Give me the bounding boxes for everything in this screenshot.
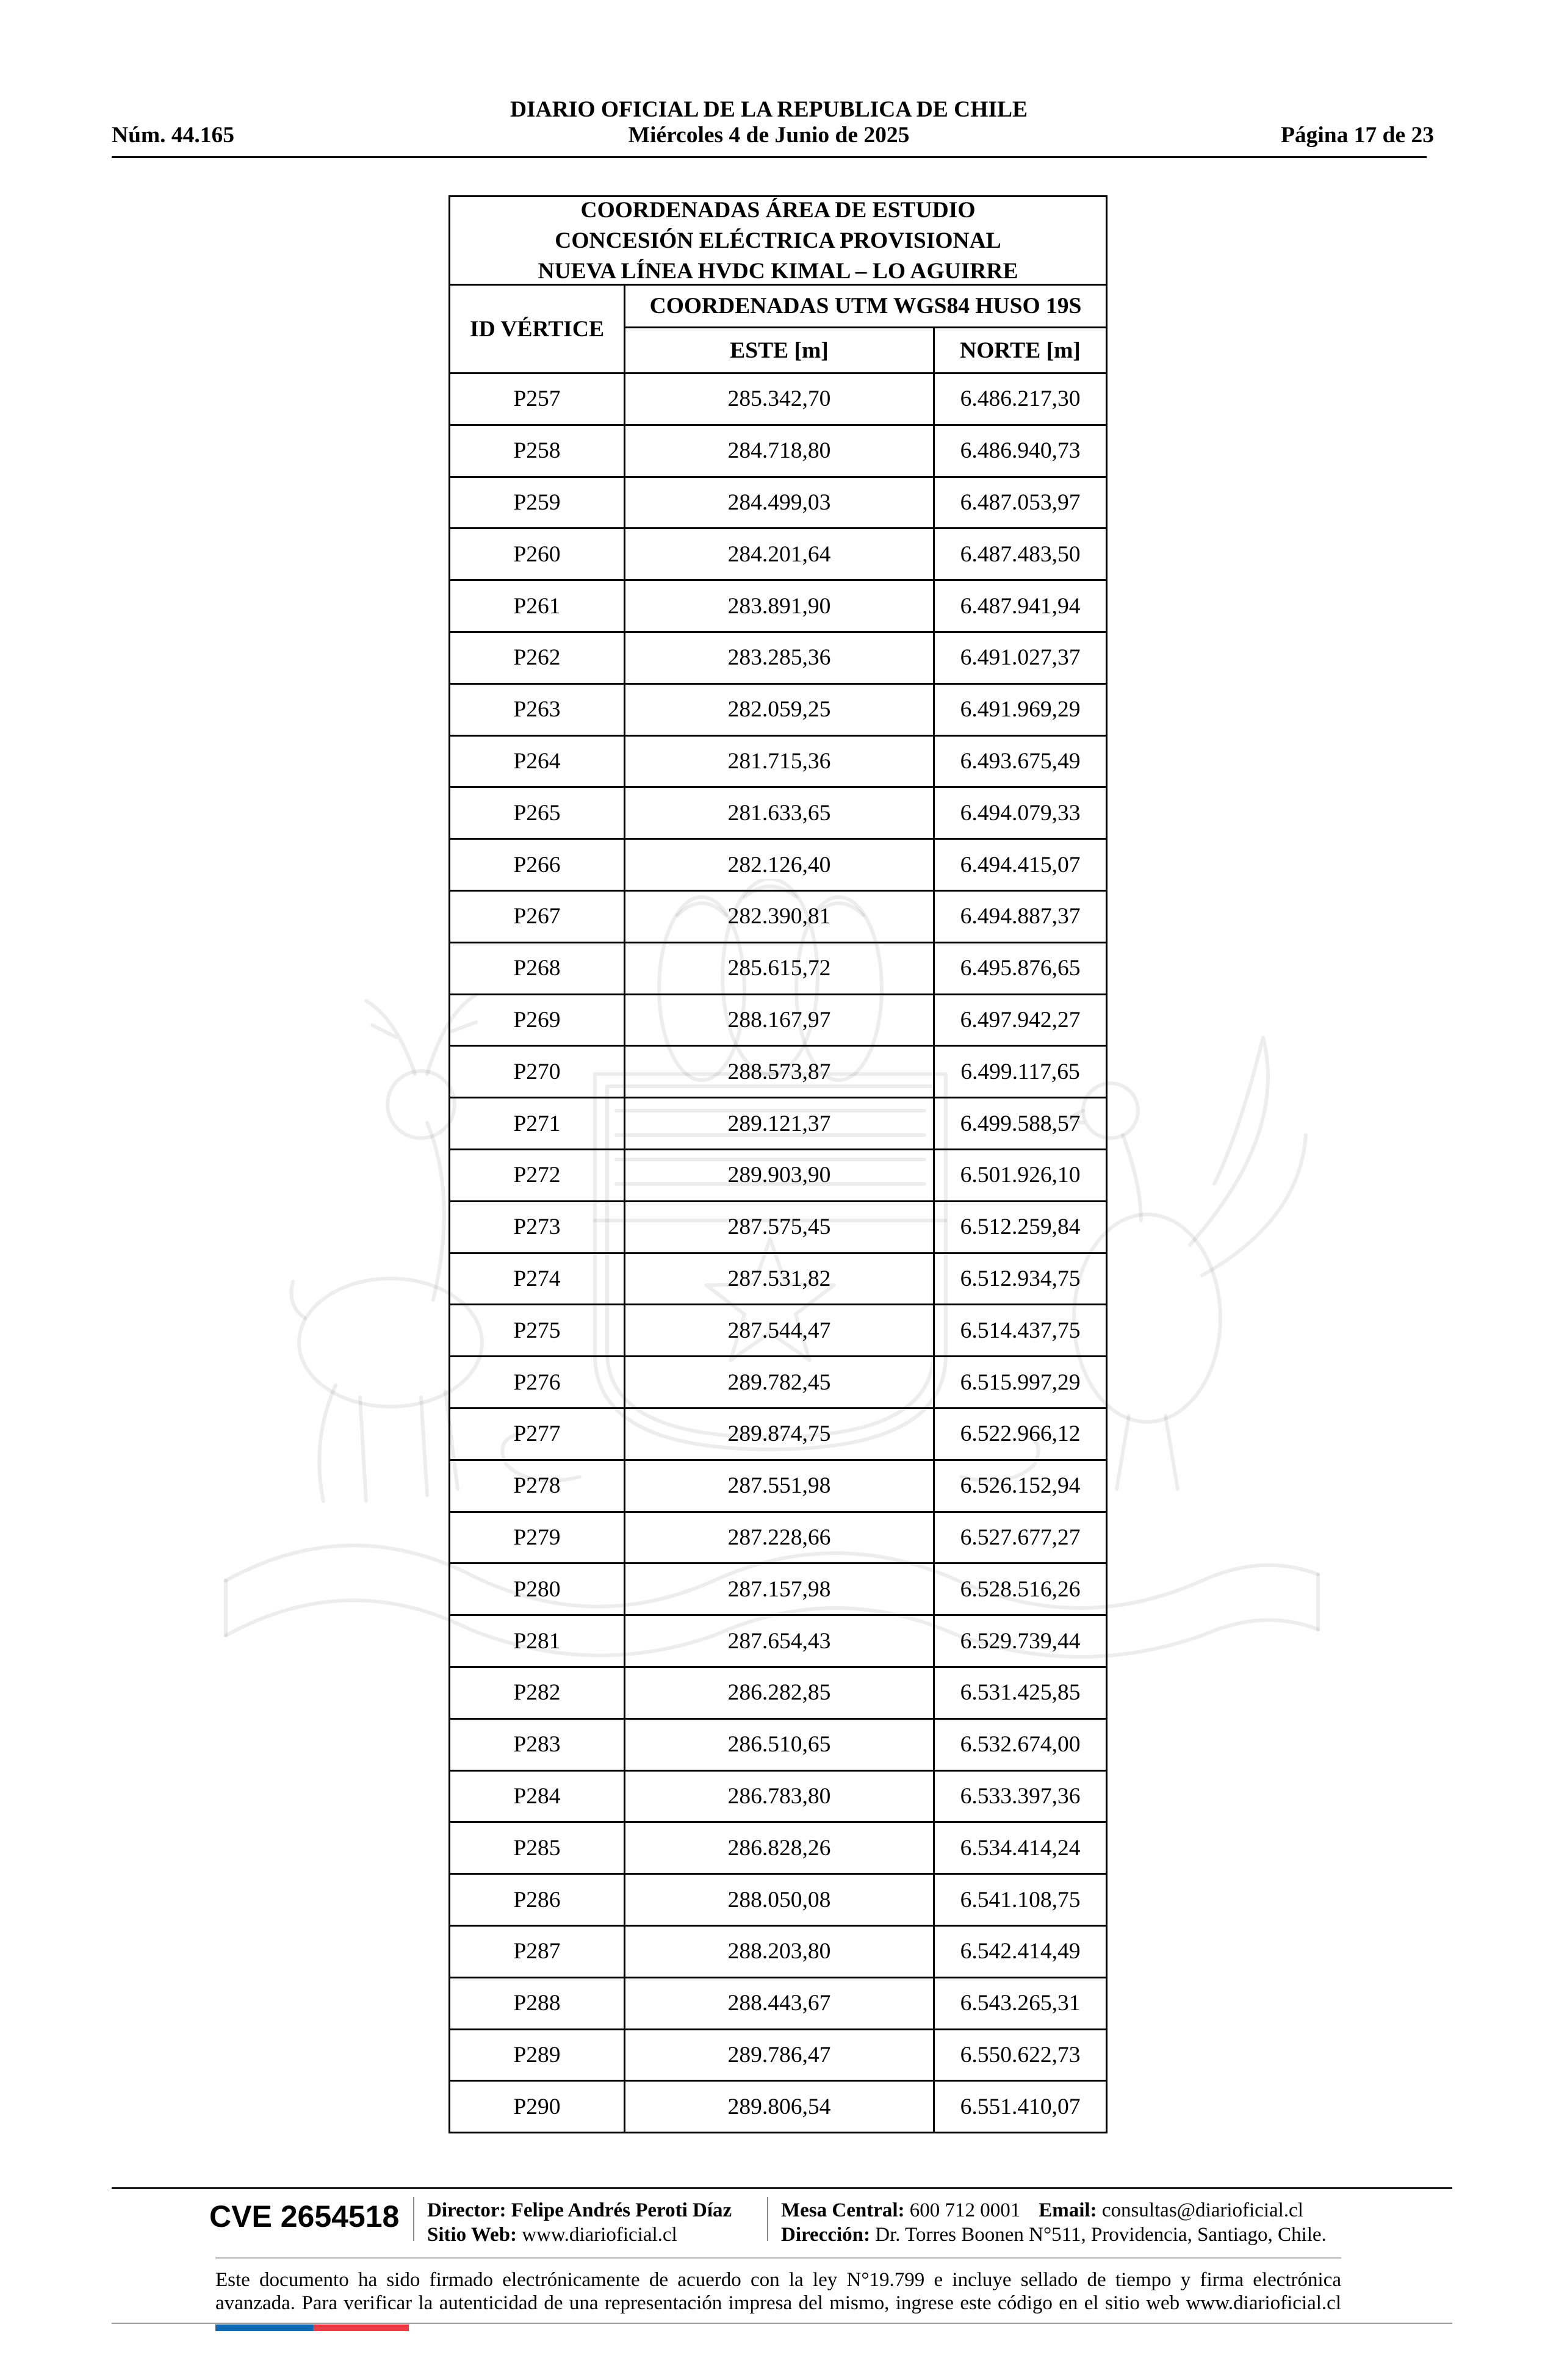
- norte-value-cell: 6.522.966,12: [935, 1409, 1108, 1461]
- website-link[interactable]: www.diarioficial.cl: [522, 2224, 677, 2246]
- norte-value-cell: 6.527.677,27: [935, 1513, 1108, 1565]
- este-value-cell: 285.615,72: [625, 943, 935, 995]
- norte-value-cell: 6.512.259,84: [935, 1202, 1108, 1254]
- norte-value-cell: 6.487.941,94: [935, 581, 1108, 633]
- vertex-id-cell: P268: [450, 943, 625, 995]
- este-value-cell: 287.531,82: [625, 1254, 935, 1306]
- vertex-id-cell: P287: [450, 1927, 625, 1978]
- email-link[interactable]: consultas@diarioficial.cl: [1101, 2199, 1303, 2221]
- norte-value-cell: 6.491.027,37: [935, 633, 1108, 685]
- vertex-id-cell: P258: [450, 426, 625, 478]
- table-title-line: CONCESIÓN ELÉCTRICA PROVISIONAL: [555, 228, 1001, 253]
- website-label: Sitio Web:: [427, 2224, 517, 2246]
- issue-date: Miércoles 4 de Junio de 2025: [628, 123, 910, 148]
- este-value-cell: 287.157,98: [625, 1564, 935, 1616]
- norte-value-cell: 6.486.940,73: [935, 426, 1108, 478]
- phone-label: Mesa Central:: [781, 2199, 905, 2221]
- vertex-id-cell: P283: [450, 1720, 625, 1772]
- norte-value-cell: 6.541.108,75: [935, 1875, 1108, 1927]
- table-title-line: NUEVA LÍNEA HVDC KIMAL – LO AGUIRRE: [538, 259, 1018, 284]
- footer-bottom-rule: [112, 2323, 1452, 2324]
- norte-value-cell: 6.499.588,57: [935, 1098, 1108, 1150]
- legal-notice-line: avanzada. Para verificar la autenticidad de una representación impresa del mismo, ingrese este código en el sitio web www.diarioficial.cl: [215, 2292, 1341, 2314]
- footer-top-rule: [112, 2187, 1452, 2189]
- vertex-id-cell: P290: [450, 2082, 625, 2133]
- norte-value-cell: 6.494.887,37: [935, 892, 1108, 943]
- norte-value-cell: 6.501.926,10: [935, 1150, 1108, 1202]
- este-value-cell: 289.786,47: [625, 2030, 935, 2082]
- norte-value-cell: 6.515.997,29: [935, 1357, 1108, 1409]
- este-value-cell: 287.544,47: [625, 1305, 935, 1357]
- este-value-cell: 286.783,80: [625, 1772, 935, 1823]
- vertex-id-cell: P274: [450, 1254, 625, 1306]
- vertex-id-cell: P276: [450, 1357, 625, 1409]
- column-header-norte: NORTE [m]: [935, 328, 1108, 374]
- este-value-cell: 287.575,45: [625, 1202, 935, 1254]
- footer-separator: [215, 2257, 1341, 2259]
- norte-value-cell: 6.497.942,27: [935, 995, 1108, 1047]
- director-line: [427, 2198, 732, 2223]
- vertex-id-cell: P280: [450, 1564, 625, 1616]
- phone-value: 600 712 0001: [909, 2199, 1021, 2221]
- norte-value-cell: 6.543.265,31: [935, 1978, 1108, 2030]
- este-value-cell: 281.633,65: [625, 788, 935, 840]
- vertex-id-cell: P259: [450, 478, 625, 530]
- table-title: [450, 197, 1108, 286]
- vertex-id-cell: P285: [450, 1823, 625, 1875]
- norte-value-cell: 6.542.414,49: [935, 1927, 1108, 1978]
- issue-number: Núm. 44.165: [112, 123, 235, 148]
- este-value-cell: 288.167,97: [625, 995, 935, 1047]
- este-value-cell: 289.874,75: [625, 1409, 935, 1461]
- este-value-cell: 285.342,70: [625, 374, 935, 426]
- vertex-id-cell: P273: [450, 1202, 625, 1254]
- flag-bar-blue: [215, 2324, 313, 2331]
- vertex-id-cell: P272: [450, 1150, 625, 1202]
- norte-value-cell: 6.528.516,26: [935, 1564, 1108, 1616]
- este-value-cell: 282.126,40: [625, 840, 935, 892]
- este-value-cell: 282.390,81: [625, 892, 935, 943]
- norte-value-cell: 6.534.414,24: [935, 1823, 1108, 1875]
- norte-value-cell: 6.532.674,00: [935, 1720, 1108, 1772]
- este-value-cell: 289.806,54: [625, 2082, 935, 2133]
- este-value-cell: 287.228,66: [625, 1513, 935, 1565]
- vertex-id-cell: P269: [450, 995, 625, 1047]
- vertex-id-cell: P281: [450, 1616, 625, 1668]
- norte-value-cell: 6.533.397,36: [935, 1772, 1108, 1823]
- este-value-cell: 281.715,36: [625, 737, 935, 788]
- address-label: Dirección:: [781, 2224, 871, 2246]
- vertex-id-cell: P270: [450, 1047, 625, 1098]
- este-value-cell: 286.510,65: [625, 1720, 935, 1772]
- table-title-line: COORDENADAS ÁREA DE ESTUDIO: [580, 198, 976, 223]
- este-value-cell: 282.059,25: [625, 685, 935, 737]
- norte-value-cell: 6.512.934,75: [935, 1254, 1108, 1306]
- page-number: Página 17 de 23: [1280, 123, 1434, 148]
- vertex-id-cell: P286: [450, 1875, 625, 1927]
- column-header-este: ESTE [m]: [625, 328, 935, 374]
- este-value-cell: 287.551,98: [625, 1461, 935, 1513]
- norte-value-cell: 6.487.483,50: [935, 529, 1108, 581]
- footer-divider: [767, 2197, 768, 2241]
- vertex-id-cell: P275: [450, 1305, 625, 1357]
- norte-value-cell: 6.529.739,44: [935, 1616, 1108, 1668]
- footer-divider: [413, 2197, 414, 2241]
- flag-bar-red: [313, 2324, 409, 2331]
- norte-value-cell: 6.494.079,33: [935, 788, 1108, 840]
- este-value-cell: 283.891,90: [625, 581, 935, 633]
- norte-value-cell: 6.486.217,30: [935, 374, 1108, 426]
- vertex-id-cell: P262: [450, 633, 625, 685]
- este-value-cell: 288.573,87: [625, 1047, 935, 1098]
- vertex-id-cell: P265: [450, 788, 625, 840]
- este-value-cell: 289.121,37: [625, 1098, 935, 1150]
- este-value-cell: 288.443,67: [625, 1978, 935, 2030]
- este-value-cell: 288.203,80: [625, 1927, 935, 1978]
- publication-title: DIARIO OFICIAL DE LA REPUBLICA DE CHILE: [510, 97, 1028, 122]
- vertex-id-cell: P267: [450, 892, 625, 943]
- director-label: Director:: [427, 2199, 506, 2221]
- website-line: [427, 2223, 732, 2247]
- vertex-id-cell: P289: [450, 2030, 625, 2082]
- vertex-id-cell: P277: [450, 1409, 625, 1461]
- director-info: [427, 2198, 732, 2247]
- column-group-header-coordinates: COORDENADAS UTM WGS84 HUSO 19S: [625, 286, 1108, 328]
- norte-value-cell: 6.495.876,65: [935, 943, 1108, 995]
- director-name: Felipe Andrés Peroti Díaz: [511, 2199, 732, 2221]
- norte-value-cell: 6.531.425,85: [935, 1668, 1108, 1720]
- vertex-id-cell: P261: [450, 581, 625, 633]
- norte-value-cell: 6.514.437,75: [935, 1305, 1108, 1357]
- vertex-id-cell: P263: [450, 685, 625, 737]
- norte-value-cell: 6.499.117,65: [935, 1047, 1108, 1098]
- contact-info: [781, 2198, 1327, 2247]
- header-rule: [112, 156, 1427, 158]
- norte-value-cell: 6.551.410,07: [935, 2082, 1108, 2133]
- este-value-cell: 283.285,36: [625, 633, 935, 685]
- address-value: Dr. Torres Boonen N°511, Providencia, Santiago, Chile.: [875, 2224, 1327, 2246]
- vertex-id-cell: P282: [450, 1668, 625, 1720]
- norte-value-cell: 6.493.675,49: [935, 737, 1108, 788]
- este-value-cell: 284.201,64: [625, 529, 935, 581]
- norte-value-cell: 6.550.622,73: [935, 2030, 1108, 2082]
- vertex-id-cell: P284: [450, 1772, 625, 1823]
- norte-value-cell: 6.494.415,07: [935, 840, 1108, 892]
- vertex-id-cell: P271: [450, 1098, 625, 1150]
- vertex-id-cell: P288: [450, 1978, 625, 2030]
- column-header-id-vertice: ID VÉRTICE: [450, 286, 625, 374]
- norte-value-cell: 6.487.053,97: [935, 478, 1108, 530]
- este-value-cell: 287.654,43: [625, 1616, 935, 1668]
- phone-email-line: [781, 2198, 1327, 2223]
- este-value-cell: 286.828,26: [625, 1823, 935, 1875]
- vertex-id-cell: P278: [450, 1461, 625, 1513]
- vertex-id-cell: P266: [450, 840, 625, 892]
- vertex-id-cell: P257: [450, 374, 625, 426]
- este-value-cell: 284.499,03: [625, 478, 935, 530]
- cve-code: CVE 2654518: [209, 2199, 400, 2234]
- norte-value-cell: 6.526.152,94: [935, 1461, 1108, 1513]
- legal-notice-line: Este documento ha sido firmado electrónicamente de acuerdo con la ley N°19.799 e incluye sellado de tiempo y firma electrónica: [215, 2269, 1341, 2291]
- este-value-cell: 284.718,80: [625, 426, 935, 478]
- email-label: Email:: [1039, 2199, 1097, 2221]
- norte-value-cell: 6.491.969,29: [935, 685, 1108, 737]
- este-value-cell: 289.903,90: [625, 1150, 935, 1202]
- este-value-cell: 286.282,85: [625, 1668, 935, 1720]
- coordinates-table: [448, 195, 1108, 2133]
- vertex-id-cell: P279: [450, 1513, 625, 1565]
- address-line: [781, 2223, 1327, 2247]
- vertex-id-cell: P260: [450, 529, 625, 581]
- este-value-cell: 289.782,45: [625, 1357, 935, 1409]
- este-value-cell: 288.050,08: [625, 1875, 935, 1927]
- vertex-id-cell: P264: [450, 737, 625, 788]
